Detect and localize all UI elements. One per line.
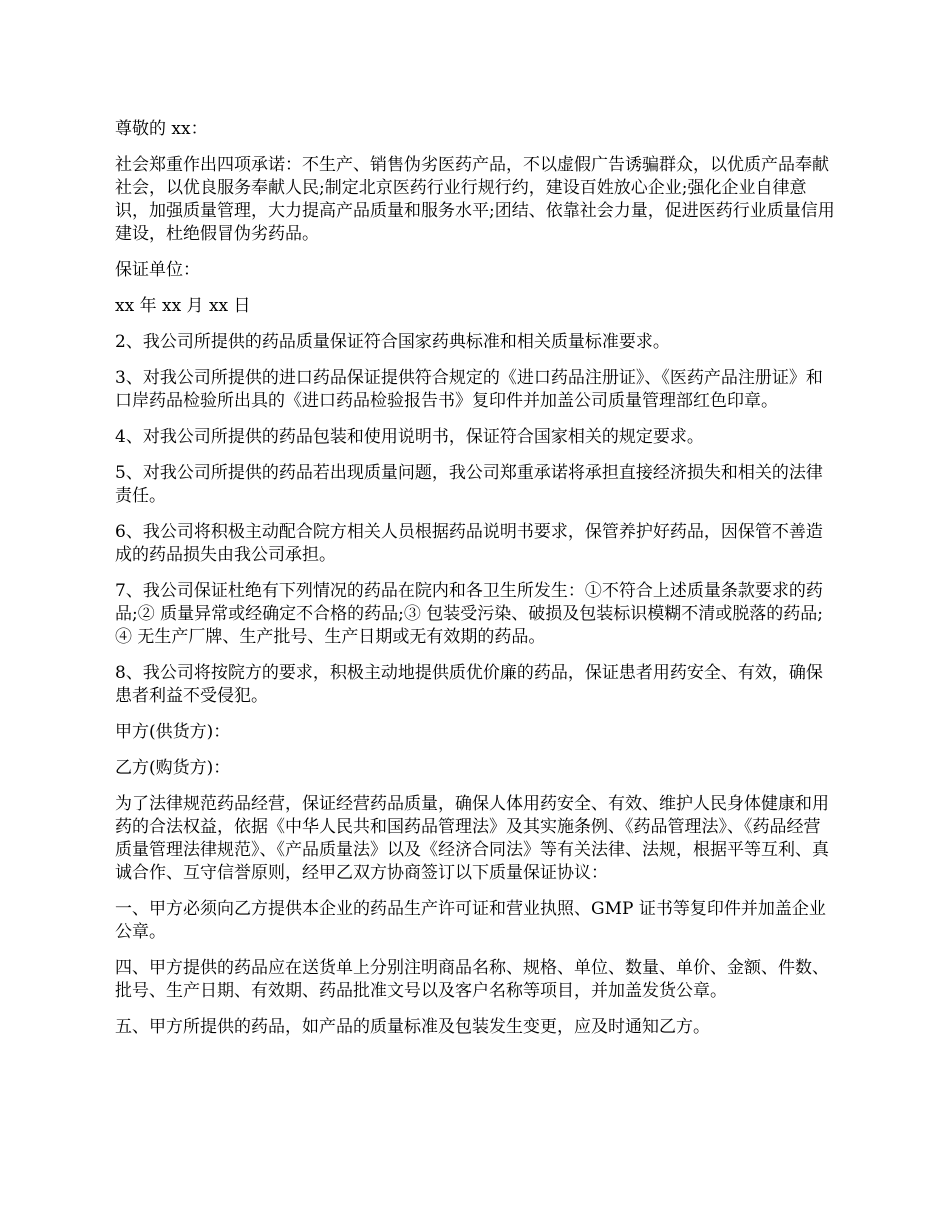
date-line: xx 年 xx 月 xx 日 [115,296,251,316]
article-1: 一、甲方必须向乙方提供本企业的药品生产许可证和营业执照、GMP 证书等复印件并加盖企业公章。 [115,899,826,942]
clause-6: 6、我公司将积极主动配合院方相关人员根据药品说明书要求，保管养护好药品，因保管不善造成的药品损失由我公司承担。 [115,522,823,565]
clause-2: 2、我公司所提供的药品质量保证符合国家药典标准和相关质量标准要求。 [115,332,670,352]
party-a-label: 甲方(供货方)： [115,722,231,742]
clause-3: 3、对我公司所提供的进口药品保证提供符合规定的《进口药品注册证》、《医药产品注册证》和口岸药品检验所出具的《进口药品检验报告书》复印件并加盖公司质量管理部红色印章。 [115,368,823,411]
document-body [115,118,837,1052]
clause-8: 8、我公司将按院方的要求，积极主动地提供质优价廉的药品，保证患者用药安全、有效，确保患者利益不受侵犯。 [115,663,823,706]
clause-4: 4、对我公司所提供的药品包装和使用说明书，保证符合国家相关的规定要求。 [115,427,704,447]
clause-7: 7、我公司保证杜绝有下列情况的药品在院内和各卫生所发生：①不符合上述质量条款要求的药品;② 质量异常或经确定不合格的药品;③ 包装受污染、破损及包装标识模糊不清或脱落的药品;④ 无生产厂牌、生产批号、生产日期或无有效期的药品。 [115,581,823,647]
salutation: 尊敬的 xx： [115,119,208,139]
article-4: 四、甲方提供的药品应在送货单上分别注明商品名称、规格、单位、数量、单价、金额、件数、批号、生产日期、有效期、药品批准文号以及客户名称等项目，并加盖发货公章。 [115,958,829,1001]
agreement-preamble: 为了法律规范药品经营，保证经营药品质量，确保人体用药安全、有效、维护人民身体健康和用药的合法权益，依据《中华人民共和国药品管理法》及其实施条例、《药品管理法》、《药品经营质量管理法律规范》、《产品质量法》以及《经济合同法》等有关法律、法规，根据平等互利、真诚合作、互守信誉原则，经甲乙双方协商签订以下质量保证协议： [115,794,829,883]
article-5: 五、甲方所提供的药品，如产品的质量标准及包装发生变更，应及时通知乙方。 [115,1017,710,1037]
commitment-paragraph: 社会郑重作出四项承诺：不生产、销售伪劣医药产品，不以虚假广告诱骗群众，以优质产品奉献社会，以优良服务奉献人民;制定北京医药行业行规行约，建设百姓放心企业;强化企业自律意识，加强质量管理，大力提高产品质量和服务水平;团结、依靠社会力量，促进医药行业质量信用建设，杜绝假冒伪劣药品。 [115,155,835,244]
clause-5: 5、对我公司所提供的药品若出现质量问题，我公司郑重承诺将承担直接经济损失和相关的法律责任。 [115,463,823,506]
party-b-label: 乙方(购货方)： [115,758,231,778]
guarantor-label: 保证单位： [115,260,200,280]
